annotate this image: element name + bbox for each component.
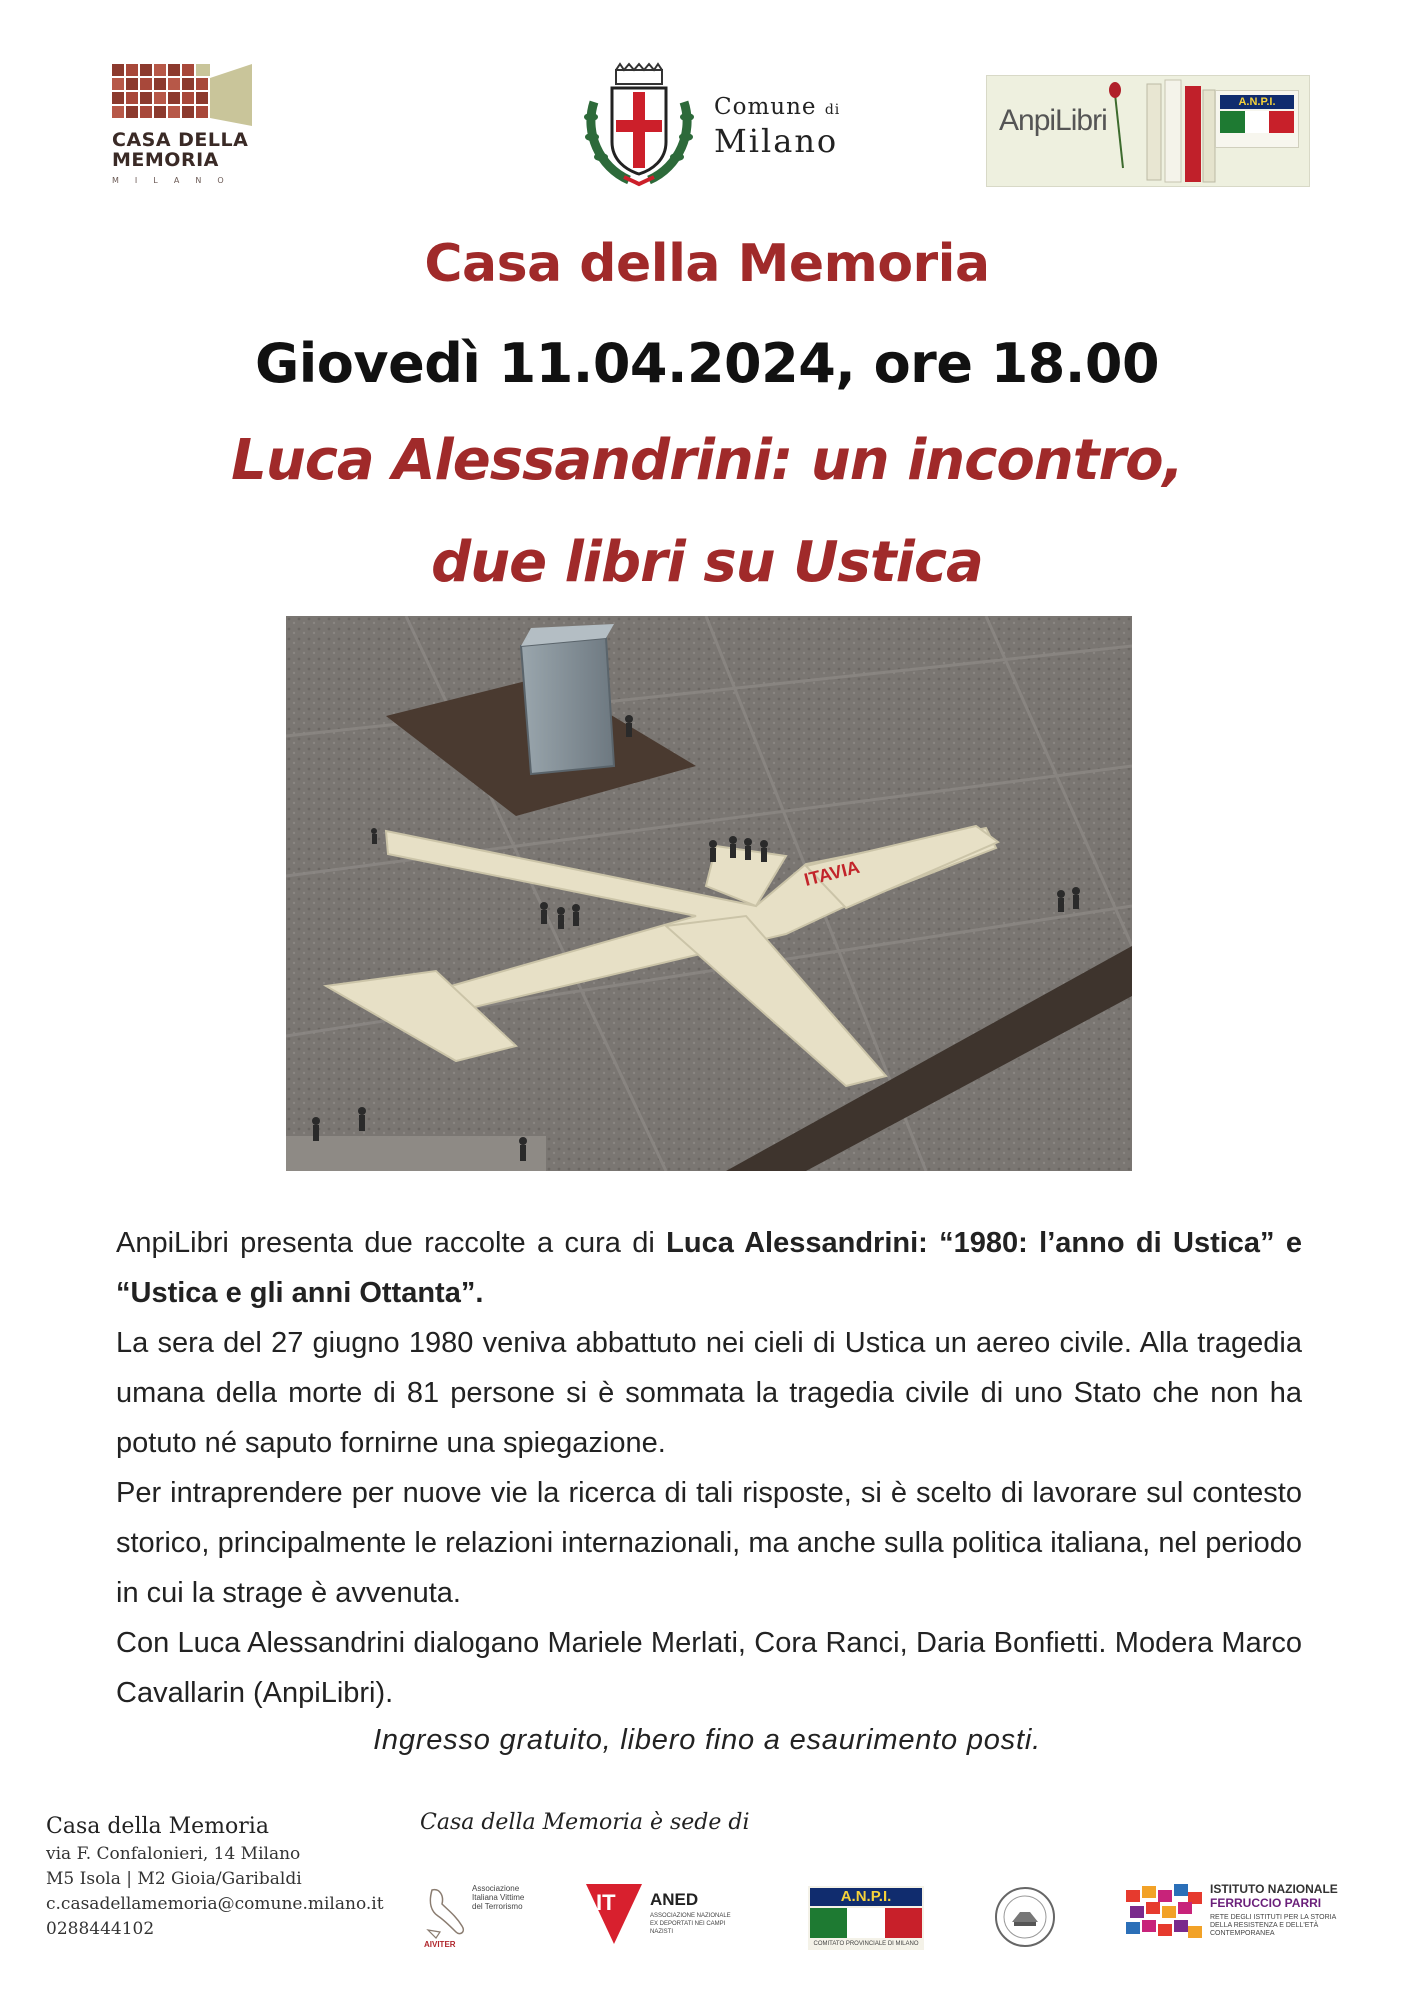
anpi-flag-green	[810, 1908, 847, 1938]
seal-icon	[994, 1886, 1056, 1948]
anpilibri-logo	[986, 75, 1310, 187]
footer-phone[interactable]: 0288444102	[46, 1919, 155, 1939]
parri-logo-line1: ISTITUTO NAZIONALE	[1210, 1882, 1338, 1896]
aiviter-logo-short: AIVITER	[424, 1940, 456, 1949]
description-paragraph-3: Per intraprendere per nuove vie la ricerca di tali risposte, si è scelto di lavorare sul contesto storico, principalmente le relazioni internazionali, ma anche sulla politica italiana, nel periodo in cui la strage è avvenuta.	[116, 1477, 1302, 1609]
comune-di-milano-logo	[574, 62, 854, 192]
aned-logo-mark: IT	[596, 1890, 616, 1915]
anpi-milano-logo	[808, 1886, 924, 1950]
description-paragraph-1	[116, 1218, 1302, 1318]
italy-map-icon	[422, 1886, 472, 1942]
milano-crest-icon	[574, 62, 704, 192]
aned-logo	[586, 1884, 736, 1950]
footer-metro: M5 Isola | M2 Gioia/Garibaldi	[46, 1869, 302, 1889]
venue-title: Casa della Memoria	[424, 234, 990, 294]
milano-logo-text	[714, 94, 840, 159]
anpi-badge-label: A.N.P.I.	[1220, 95, 1294, 109]
anpi-flag-white	[847, 1908, 885, 1938]
plane-livery-text: ITAVIA	[802, 856, 862, 890]
anpi-logo-sub: COMITATO PROVINCIALE DI MILANO	[813, 1941, 919, 1947]
casa-grid-icon	[112, 64, 252, 126]
footer-venue-name: Casa della Memoria	[46, 1814, 269, 1839]
casa-della-memoria-logo	[112, 64, 252, 194]
istituto-parri-logo	[1126, 1880, 1366, 1952]
footer-hosts-label: Casa della Memoria è sede di	[420, 1810, 750, 1835]
description-intro: AnpiLibri presenta due raccolte a cura di	[116, 1227, 667, 1259]
aiviter-logo-text: Associazione Italiana Vittime del Terrorismo	[472, 1884, 525, 1911]
flag-white	[1245, 111, 1269, 133]
event-title-line1: Luca Alessandrini: un incontro,	[231, 428, 1183, 493]
parri-logo-line3: RETE DEGLI ISTITUTI PER LA STORIA	[1210, 1914, 1337, 1921]
description-paragraph-2: La sera del 27 giugno 1980 veniva abbattuto nei cieli di Ustica un aereo civile. Alla tragedia umana della morte di 81 persone si è sommata la tragedia civile di uno Stato che non ha potuto né saputo fornirne una spiegazione.	[116, 1327, 1302, 1459]
parri-mosaic-icon	[1126, 1884, 1202, 1944]
ustica-memorial-photo	[286, 616, 1132, 1171]
anpi-logo-name: A.N.P.I.	[810, 1888, 922, 1906]
aned-logo-name: ANED	[650, 1890, 699, 1909]
casa-logo-line1: CASA DELLA	[112, 129, 249, 151]
anpilibri-logo-text: AnpiLibri	[999, 104, 1107, 137]
description-paragraph-4: Con Luca Alessandrini dialogano Mariele Merlati, Cora Ranci, Daria Bonfietti. Modera Marco Cavallarin (AnpiLibri).	[116, 1627, 1302, 1709]
event-description	[116, 1218, 1302, 1718]
casa-logo-text	[112, 130, 252, 170]
parri-logo-line2: FERRUCCIO PARRI	[1210, 1896, 1322, 1910]
entry-note: Ingresso gratuito, libero fino a esaurimento posti.	[373, 1724, 1041, 1756]
parri-logo-line4: DELLA RESISTENZA E DELL'ETÀ	[1210, 1922, 1319, 1929]
flag-green	[1220, 111, 1245, 133]
event-title-line2: due libri su Ustica	[431, 530, 983, 595]
milano-logo-di: di	[824, 102, 841, 118]
casa-logo-sub: MILANO	[112, 176, 240, 185]
anpi-flag-red	[885, 1908, 922, 1938]
circular-seal-logo	[994, 1886, 1056, 1948]
footer-street: via F. Confalonieri, 14 Milano	[46, 1844, 301, 1864]
event-date: Giovedì 11.04.2024, ore 18.00	[254, 332, 1160, 395]
anpi-badge	[1215, 90, 1299, 148]
aiviter-logo	[422, 1880, 526, 1950]
flag-red	[1269, 111, 1294, 133]
books-rose-icon	[1107, 76, 1217, 186]
footer-email[interactable]: c.casadellamemoria@comune.milano.it	[46, 1894, 384, 1914]
footer-address	[46, 1812, 384, 1942]
books-titles: Luca Alessandrini: “1980: l’anno di Ustica” e “Ustica e gli anni Ottanta”.	[116, 1227, 1303, 1309]
milano-logo-line1: Comune	[714, 94, 817, 120]
photo-illustration	[286, 616, 1132, 1171]
casa-logo-line2: MEMORIA	[112, 149, 219, 171]
milano-logo-line2: Milano	[714, 122, 839, 160]
aned-logo-sub: ASSOCIAZIONE NAZIONALE EX DEPORTATI NEI CAMPI NAZISTI	[650, 1913, 731, 1935]
parri-logo-line5: CONTEMPORANEA	[1210, 1930, 1275, 1937]
